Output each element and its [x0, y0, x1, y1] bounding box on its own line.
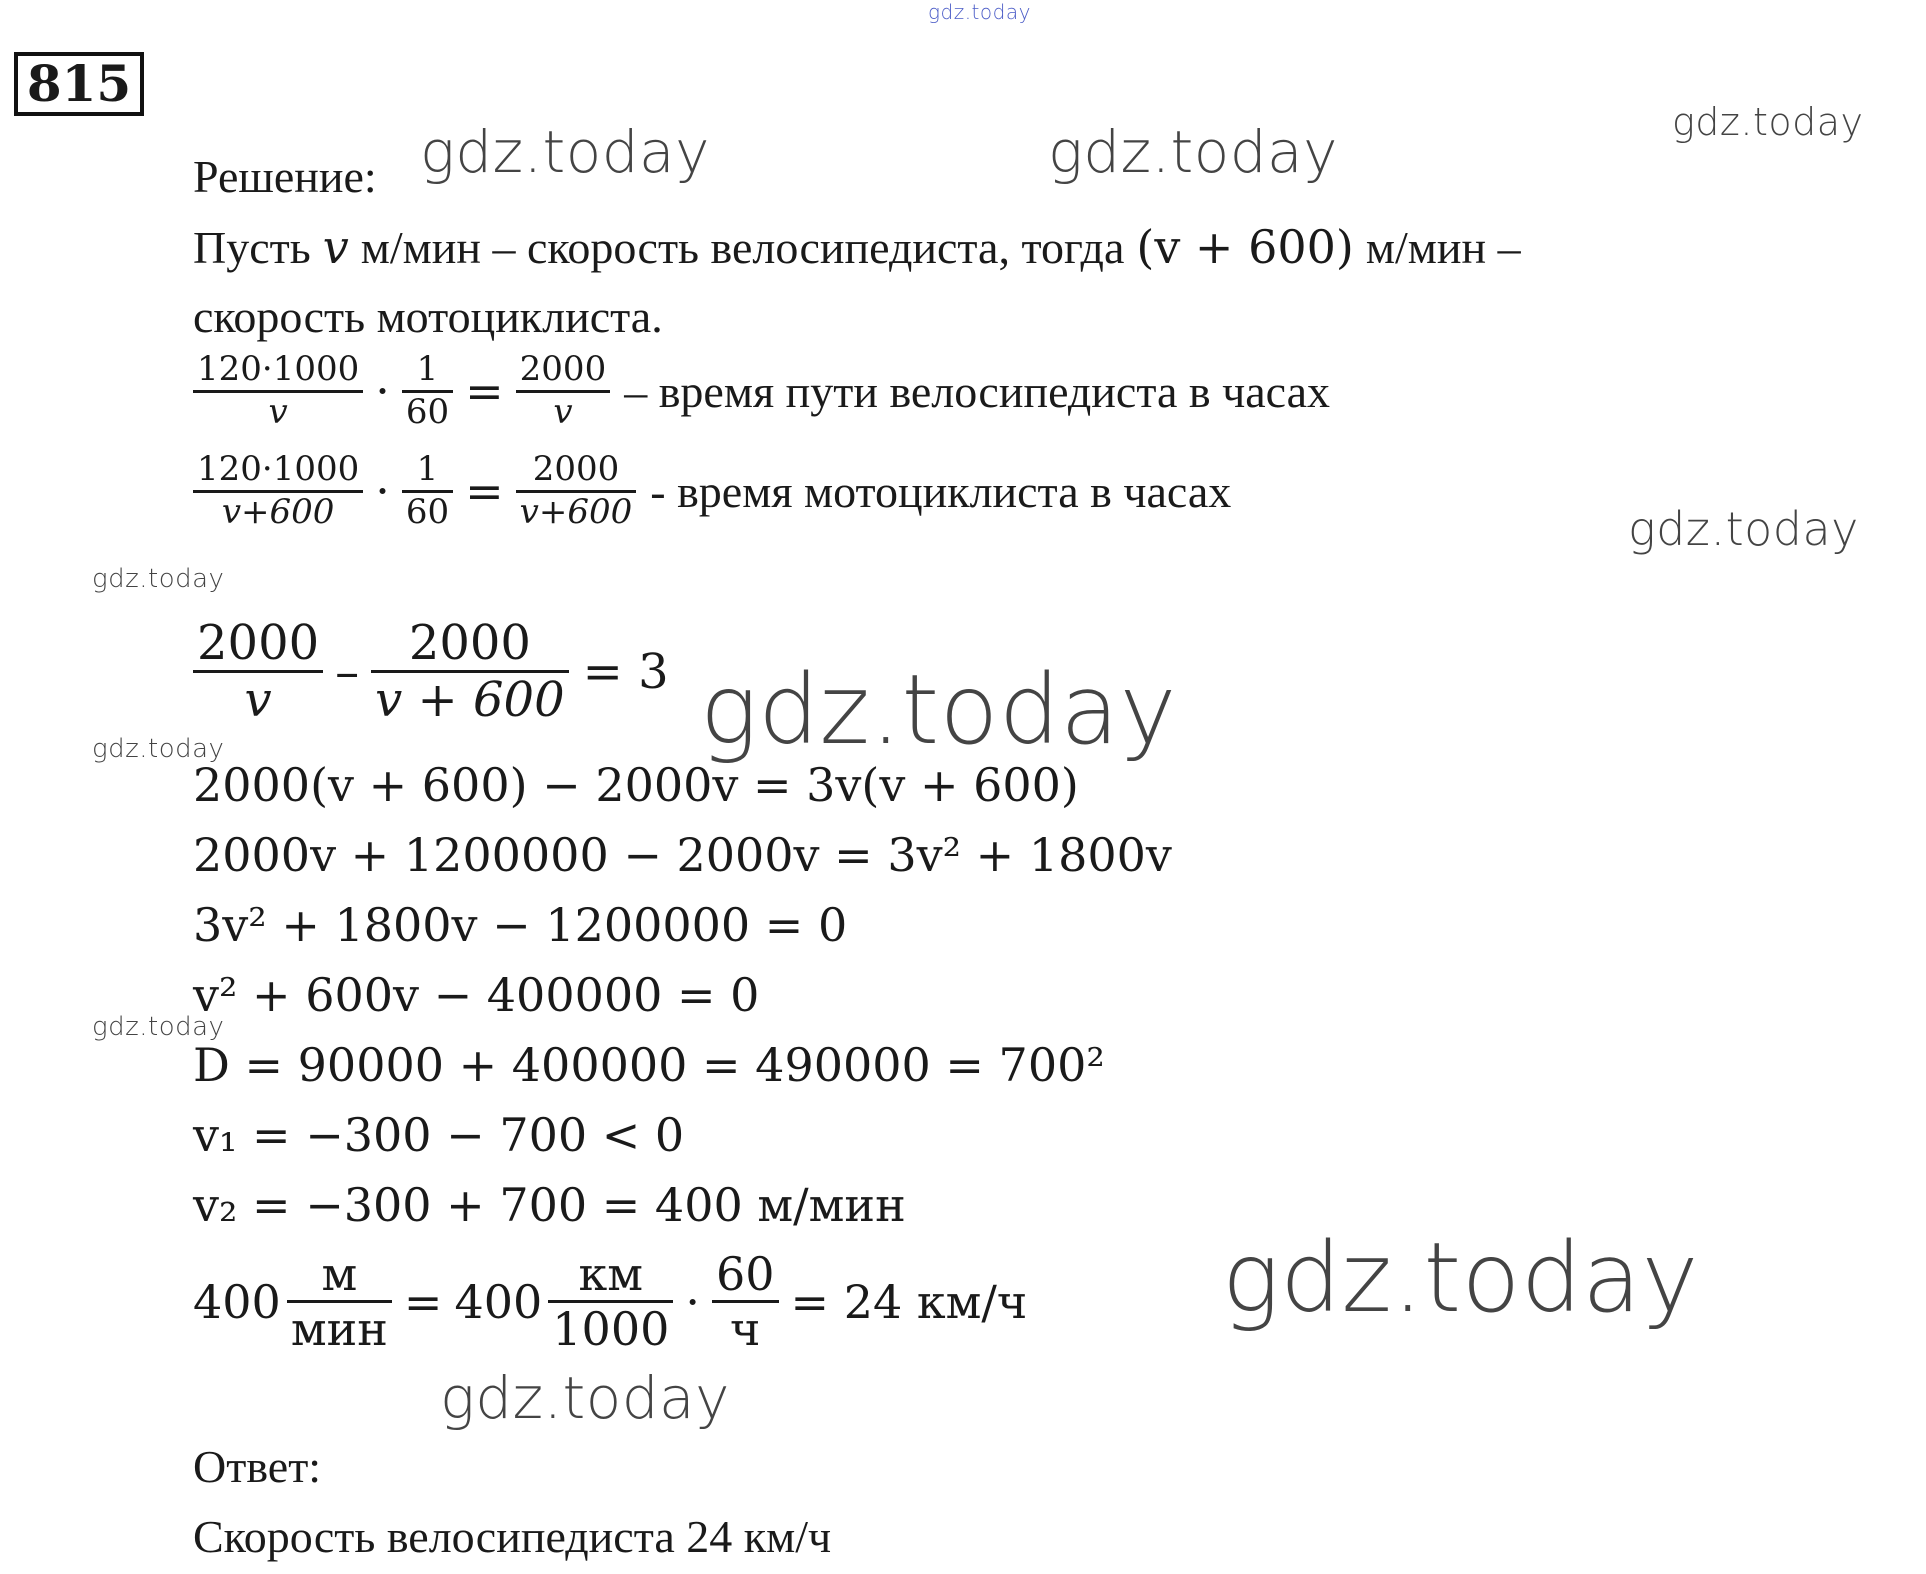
- watermark: gdz.today: [1628, 502, 1859, 556]
- denominator: v: [268, 391, 288, 432]
- fraction: [402, 449, 453, 532]
- value: 400: [454, 1274, 543, 1329]
- intro-text: м/мин – скорость велосипедиста, тогда: [360, 221, 1125, 273]
- numerator: 120·1000: [197, 349, 360, 389]
- numerator: 1: [416, 349, 439, 389]
- right-hand-side: = 3: [582, 643, 669, 700]
- watermark: gdz.today: [440, 1364, 730, 1432]
- watermark: gdz.today: [92, 1012, 225, 1042]
- equation-description: - время мотоциклиста в часах: [650, 465, 1232, 517]
- denominator: v: [244, 672, 272, 729]
- watermark: gdz.today: [700, 654, 1177, 766]
- numerator: 2000: [519, 349, 607, 389]
- fraction: [402, 349, 453, 432]
- denominator: 1000: [552, 1302, 670, 1357]
- denominator: v + 600: [375, 672, 565, 729]
- fraction: [371, 615, 568, 729]
- intro-line-1: [193, 220, 1521, 274]
- dot-operator: ·: [375, 464, 390, 519]
- fraction: [287, 1247, 392, 1357]
- denominator: 60: [405, 491, 450, 532]
- solution-heading: Решение:: [193, 151, 377, 202]
- dot-operator: ·: [685, 1274, 700, 1329]
- numerator: км: [578, 1247, 644, 1301]
- step-line: D = 90000 + 400000 = 490000 = 700²: [193, 1038, 1105, 1092]
- denominator: v+600: [221, 491, 335, 532]
- watermark: gdz.today: [928, 0, 1031, 24]
- step-line: 3v² + 1800v − 1200000 = 0: [193, 898, 848, 952]
- result: = 24 км/ч: [790, 1274, 1028, 1329]
- fraction: [193, 449, 363, 532]
- answer-heading: Ответ:: [193, 1441, 322, 1492]
- watermark: gdz.today: [92, 734, 225, 764]
- numerator: 1: [416, 449, 439, 489]
- fraction: [712, 1247, 779, 1357]
- step-line: v₂ = −300 + 700 = 400 м/мин: [193, 1178, 906, 1232]
- denominator: ч: [730, 1302, 761, 1357]
- intro-line-2: скорость мотоциклиста.: [193, 291, 663, 342]
- expression: (v + 600): [1136, 220, 1354, 274]
- step-line: 2000(v + 600) − 2000v = 3v(v + 600): [193, 758, 1079, 812]
- numerator: 60: [715, 1247, 775, 1301]
- intro-text: Пусть: [193, 221, 311, 273]
- equals-sign: =: [465, 464, 504, 519]
- equals-sign: =: [403, 1274, 443, 1329]
- minus-sign: –: [335, 643, 360, 700]
- watermark: gdz.today: [1048, 118, 1338, 186]
- unit-conversion: [193, 1247, 1028, 1357]
- denominator: v+600: [519, 491, 633, 532]
- numerator: 120·1000: [197, 449, 360, 489]
- intro-text: м/мин –: [1365, 221, 1521, 273]
- watermark: gdz.today: [92, 564, 225, 594]
- fraction: [516, 449, 637, 532]
- numerator: 2000: [408, 615, 531, 671]
- denominator: 60: [405, 391, 450, 432]
- numerator: м: [321, 1247, 358, 1301]
- step-line: v₁ = −300 − 700 < 0: [193, 1108, 685, 1162]
- problem-number: 815: [14, 52, 144, 116]
- step-line: v² + 600v − 400000 = 0: [193, 968, 760, 1022]
- denominator: v: [553, 391, 573, 432]
- watermark: gdz.today: [1672, 100, 1864, 144]
- step-line: 2000v + 1200000 − 2000v = 3v² + 1800v: [193, 828, 1172, 882]
- equation-motorcyclist-time: [193, 449, 1232, 532]
- equation-description: – время пути велосипедиста в часах: [624, 365, 1331, 417]
- fraction: [193, 615, 323, 729]
- value: 400: [193, 1274, 281, 1329]
- denominator: мин: [290, 1302, 388, 1357]
- watermark: gdz.today: [420, 118, 710, 186]
- equation-time-difference: [193, 615, 669, 729]
- variable-v: v: [322, 220, 349, 274]
- watermark: gdz.today: [1222, 1222, 1699, 1334]
- equals-sign: =: [465, 364, 504, 419]
- answer-text: Скорость велосипедиста 24 км/ч: [193, 1511, 832, 1562]
- fraction: [193, 349, 363, 432]
- numerator: 2000: [197, 615, 320, 671]
- equation-cyclist-time: [193, 349, 1331, 432]
- fraction: [548, 1247, 673, 1357]
- numerator: 2000: [532, 449, 620, 489]
- dot-operator: ·: [375, 364, 390, 419]
- fraction: [516, 349, 611, 432]
